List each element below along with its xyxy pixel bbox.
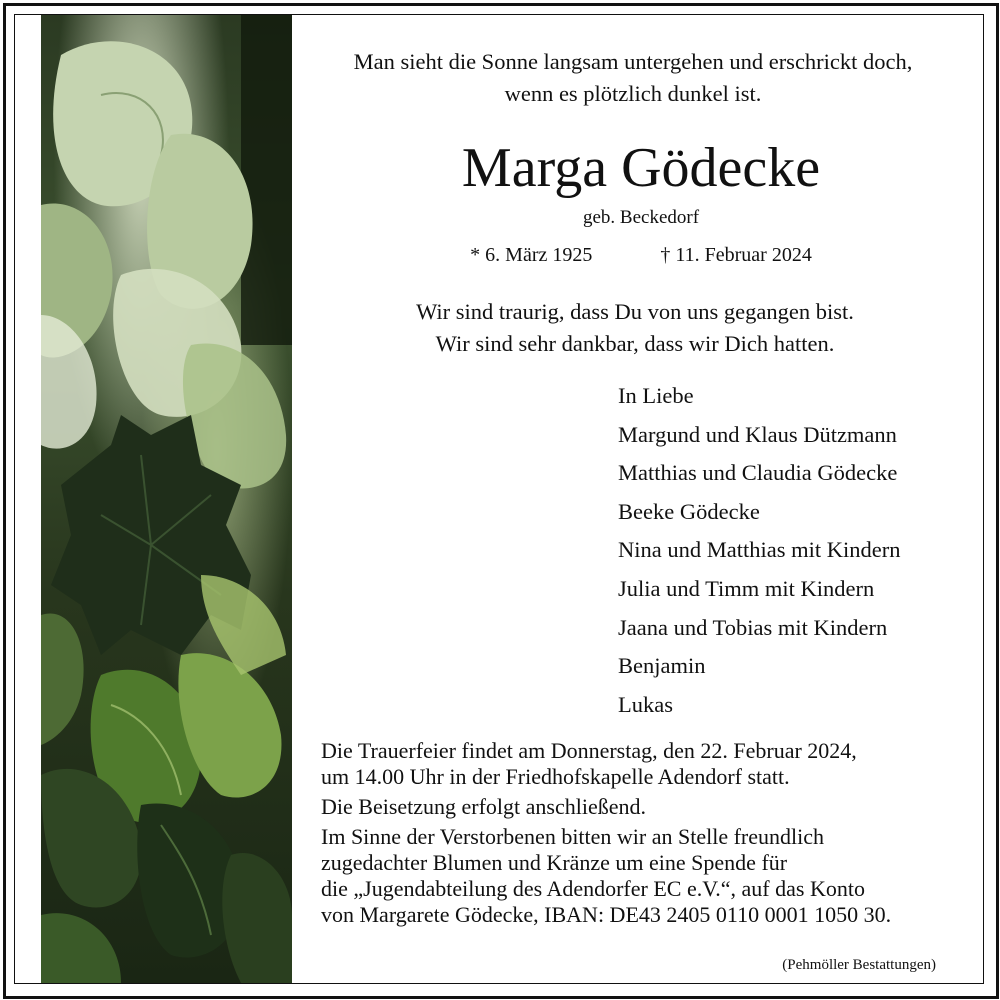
maiden-name: geb. Beckedorf (582, 207, 700, 228)
deceased-name: Marga Gödecke (461, 137, 821, 199)
ceremony-line-2: um 14.00 Uhr in der Friedhofskapelle Adendorf statt. (321, 764, 790, 789)
death-date: † 11. Februar 2024 (660, 244, 812, 266)
birth-date: * 6. März 1925 (470, 244, 593, 266)
ivy-leaves-illustration (41, 15, 292, 983)
list-item: Jaana und Tobias mit Kindern (618, 614, 888, 640)
list-item: Margund und Klaus Dützmann (618, 421, 897, 447)
quote-line-2: wenn es plötzlich dunkel ist. (504, 81, 762, 106)
donation-line-2: zugedachter Blumen und Kränze um eine Spende für (321, 850, 788, 875)
quote-line-1: Man sieht die Sonne langsam untergehen und erschrickt doch, (353, 49, 913, 74)
list-item: Beeke Gödecke (618, 498, 760, 524)
list-item: Lukas (618, 691, 673, 717)
undertaker-credit: (Pehmöller Bestattungen) (782, 957, 936, 973)
donation-line-3: die „Jugendabteilung des Adendorfer EC e.V.“, auf das Konto (321, 876, 865, 901)
mourners-list (618, 380, 900, 727)
list-item: Nina und Matthias mit Kindern (618, 537, 901, 563)
donation-line-1: Im Sinne der Verstorbenen bitten wir an Stelle freundlich (321, 824, 825, 849)
life-dates (306, 242, 976, 268)
funeral-details (321, 738, 891, 928)
ceremony-line-1: Die Trauerfeier findet am Donnerstag, den 22. Februar 2024, (321, 738, 857, 763)
list-item: Julia und Timm mit Kindern (618, 575, 875, 601)
list-item: In Liebe (618, 383, 694, 408)
message-line-1: Wir sind traurig, dass Du von uns gegangen bist. (416, 299, 854, 324)
burial-note: Die Beisetzung erfolgt anschließend. (321, 794, 647, 819)
ivy-leaves-photo (41, 15, 292, 983)
list-item: Benjamin (618, 653, 706, 679)
message-line-2: Wir sind sehr dankbar, dass wir Dich hatten. (435, 331, 835, 356)
donation-line-4: von Margarete Gödecke, IBAN: DE43 2405 0110 0001 1050 30. (321, 902, 892, 927)
list-item: Matthias und Claudia Gödecke (618, 460, 898, 486)
